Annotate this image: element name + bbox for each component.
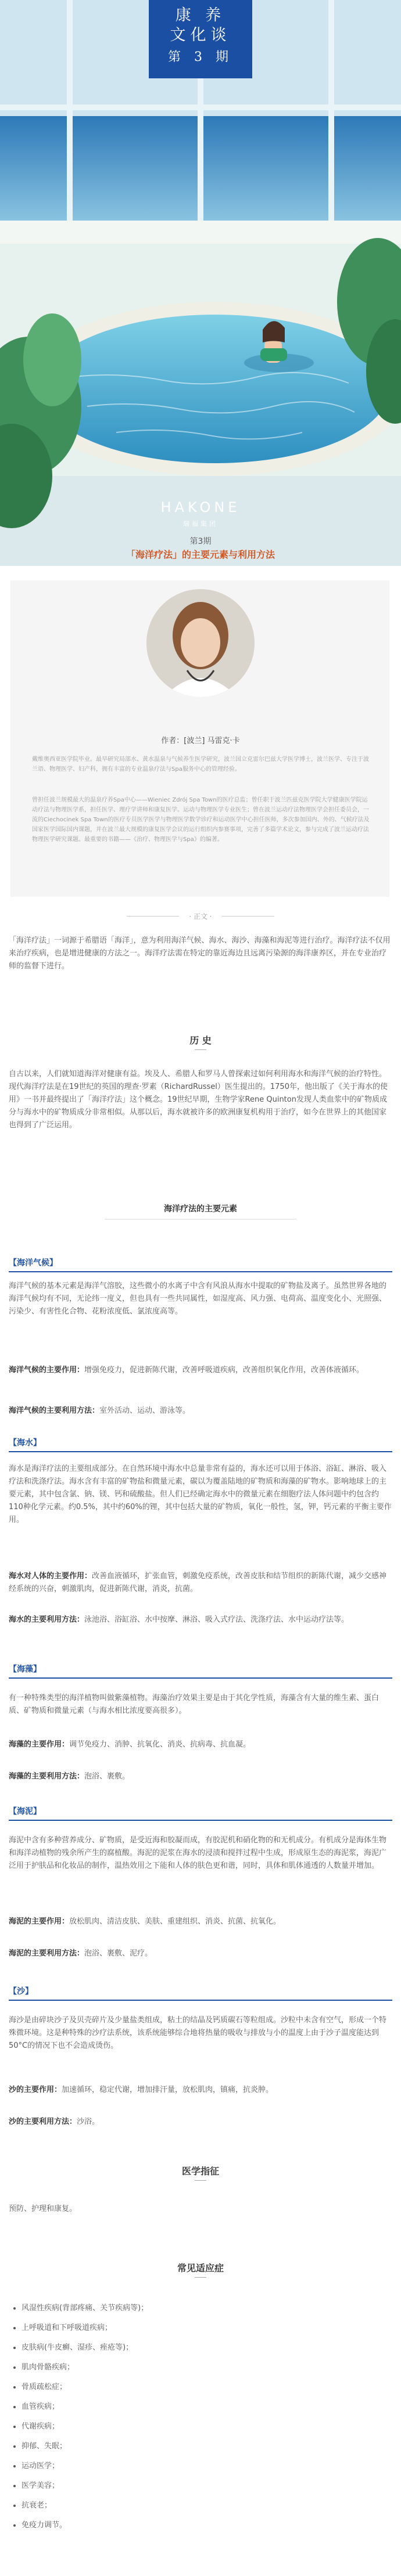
effect-label: 海洋气候的主要作用： (9, 1366, 85, 1374)
author-line: 作者：[波兰] 马雷克·卡 (161, 737, 240, 745)
hero-illustration (0, 0, 401, 566)
list-item: • 肌肉骨骼疾病； (22, 2358, 392, 2377)
element-use-climate (9, 1405, 392, 1417)
effect-label: 海水对人体的主要作用： (9, 1572, 92, 1581)
hero-brand (0, 499, 401, 528)
article-issue-label: 第3期 (189, 537, 212, 546)
element-text-sand: 海沙是由碎块沙子及贝壳碎片及少量盐类组成，粘土的结晶及钙质碳石等粒组成。沙粒中未含有空气，形成一个特殊微环境。这是种特殊的沙疗法系统，该系统能够综合地将热量的吸收与排放与小的温度上由于沙子温度能达到50°C的情况下也不会造成烫伤。 (9, 2016, 387, 2050)
element-use-sea-mud (9, 1947, 392, 1960)
effect-text: 放松肌肉、清洁皮肤、美肤、重建组织、消炎、抗菌、抗氧化。 (69, 1917, 281, 1926)
list-item: • 代谢疾病； (22, 2417, 392, 2437)
list-item: • 医学美容； (22, 2476, 392, 2496)
element-effect-seawater (9, 1570, 392, 1596)
element-text-seawater: 海水是海洋疗法的主要组成部分。在自然环境中海水中总量非常有益的，海水还可以用于体浴、浴缸、淋浴、吸入疗法和洗涤疗法。海水含有丰富的矿物盐和微量元素，碳以为覆盖陆地的矿物质和海藻的矿物水。影响地球上的主要元素，其中包含氯、钠、镁、钙和硫酸盐。但人们已经确定海水中的微量元素在细胞疗法人体问题中约包含约110种化学元素。约0.5%，其中约60%的锂，其中包括大量的矿物质，氧化一般性，氢，钾，钙元素的平衡主要作用。 (9, 1464, 392, 1524)
element-use-sand (9, 2116, 392, 2128)
element-use-seaweed (9, 1770, 392, 1783)
element-effect-sand (9, 2084, 392, 2097)
list-item: • 上呼吸道和下呼吸道疾病； (22, 2318, 392, 2338)
use-text: 室外活动、运动、游泳等。 (99, 1406, 191, 1415)
element-tag-rule (9, 2000, 392, 2001)
elements-heading-rule (105, 1219, 296, 1220)
element-tag-rule (9, 1820, 392, 1821)
hero-title-line-2: 文化谈 (170, 26, 231, 44)
list-item: • 骨质疏松症； (22, 2377, 392, 2397)
use-label: 海洋气候的主要利用方法： (9, 1406, 100, 1415)
brand-subtitle: 瑞福集团 (183, 520, 218, 528)
element-use-seawater (9, 1614, 392, 1626)
indications-text: 预防、护理和康复。 (9, 2205, 77, 2213)
element-effect-climate (9, 1364, 392, 1377)
element-tag-climate: 【海洋气候】 (9, 1258, 58, 1268)
author-photo (146, 589, 255, 697)
diseases-heading: 常见适应症 (177, 2263, 224, 2274)
list-item: • 抗衰老； (22, 2496, 392, 2516)
history-paragraph: 自古以来，人们就知道海洋对健康有益。埃及人、希腊人和罗马人曾探索过如何利用海水和海洋气候的治疗特性。现代海洋疗法是在19世纪的英国的理查·罗素（RichardRussel）医生提出的。1750年，他出版了《关于海水的使用》一书并最终提出了「海洋疗法」这个概念。19世纪早期，生物学家Rene Quinton发现人类血浆中的矿物质成分与海水中的矿物质成分非常相似。从那以后，海水就被许多的欧洲康复机构用于治疗，如今在世界上的其他国家也得到了广泛运用。 (9, 1070, 388, 1130)
element-effect-seaweed (9, 1738, 392, 1751)
element-text-climate: 海洋气候的基本元素是海洋气溶胶，这些微小的水离子中含有风浪从海水中提取的矿物盐及离子。虽然世界各地的海洋气候均有不同，无论纬一度义，但也具有一些共同属性，如湿度高、风力强、电荷高、温度变化小、光照强、污染少、有害性化合物、花粉浓度低、氯浓度高等。 (9, 1282, 387, 1316)
effect-text: 加速循环，稳定代谢，增加排汗量，放松肌肉，镇痛，抗炎肿。 (62, 2086, 274, 2094)
element-tag-seaweed: 【海藻】 (9, 1665, 41, 1674)
effect-label: 海藻的主要作用： (9, 1740, 70, 1749)
issue-title-box (149, 0, 252, 78)
element-tag-sand: 【沙】 (9, 1987, 33, 1996)
element-text-sea-mud: 海泥中含有多种营养成分、矿物质，是受近海和胶凝而成，有胶泥机和硝化物的和无机成分。有机成分是海体生物和海洋动植物的残余所产生的腐植酸。海泥的泥浆在海水的浸渍和搅拌过程中生成，形成原生态的海泥浆，海泥广泛用于护肤品和化妆品的制作，温热效用之下能和人体的肤色更和谐，同时，具体和肌体通透的人数量并增加。 (9, 1836, 387, 1870)
effect-text: 改善血液循环，扩张血管，刺激免疫系统，改善皮肤和结节组织的新陈代谢，减少交感神经系统的兴奋，刺激肌肉，促进新陈代谢，消炎，抗菌。 (9, 1572, 387, 1593)
hero-title-line-1: 康 养 (175, 6, 226, 24)
article-title: 「海洋疗法」的主要元素与利用方法 (126, 549, 275, 560)
element-tag-rule (9, 1677, 392, 1679)
effect-label: 沙的主要作用： (9, 2086, 62, 2094)
list-item: • 免疫力调节。 (22, 2516, 392, 2535)
history-heading: 历 史 (189, 1035, 212, 1046)
list-item: • 抑郁、失眠； (22, 2437, 392, 2456)
effect-label: 海泥的主要作用： (9, 1917, 70, 1926)
use-text: 泳池浴、浴缸浴、水中按摩、淋浴、吸入式疗法、洗涤疗法、水中运动疗法等。 (84, 1615, 349, 1624)
diseases-heading-underline (195, 2277, 206, 2278)
list-item: • 血管疾病； (22, 2397, 392, 2417)
author-bio-paragraph-1: 戴维奥西亚医学院毕业。最早研究局部水、黄水温泉与气候养生医学研究，波兰国立克雷尔巴兹大学医学博士，波兰医学、专注于波兰语、物理医学、妇产科，拥有丰富的专业温泉疗法与Spa服务中心的管理经验。 (32, 756, 369, 773)
element-text-seaweed: 有一种特殊类型的海洋植物叫做紫藻植物。海藻治疗效果主要是由于其化学性质，海藻含有大量的维生素、蛋白质、矿物质和微量元素（与海水相比浓度要高很多）。 (9, 1694, 379, 1715)
effect-text: 调节免疫力、消肿、抗氧化、消炎、抗病毒、抗血凝。 (69, 1740, 251, 1749)
history-heading-underline (195, 1049, 206, 1050)
list-item: • 运动医学； (22, 2456, 392, 2476)
indications-heading-underline (195, 2180, 206, 2181)
author-bio-paragraph-2: 曾担任波兰规模最大的温泉疗养Spa中心——Wieniec Zdrój Spa Town的医疗总监；曾任职于波兰匹兹克医学院大学健康医学院运动疗法与物理医学系，担任医学、理疗学讲师和康复医学。运动与物理医学专业医生；曾在波兰运动疗法物理医学会担任委员会，一流的Ciechocinek Spa Town的医疗专员医学医学与物理医学数学诊疗和运动医学中心担任医师，多次参加国内、外的、气候疗法及国家医学国际国内课题，并在波兰最大规模的康复医学会议的运行组织内参赛事项，完善了多篇学术论文，参与完成了波兰运动疗法物理医学研究课题。最重要的书籍——《治疗、物理医学与Spa》的编著。 (32, 797, 370, 843)
use-label: 海泥的主要利用方法： (9, 1949, 85, 1958)
element-tag-seawater: 【海水】 (9, 1438, 41, 1448)
elements-heading: 海洋疗法的主要元素 (164, 1204, 237, 1214)
use-label: 海水的主要利用方法： (9, 1615, 85, 1624)
intro-paragraph: 「海洋疗法」一词源于希腊语「海洋」，意为利用海洋气候、海水、海沙、海藻和海泥等进行治疗。海洋疗法不仅用来治疗疾病，也是增进健康的方法之一。海洋疗法需在特定的靠近海边且远离污染源的海洋康养区，并在专业治疗师的监督下进行。 (9, 936, 391, 970)
element-effect-sea-mud (9, 1915, 392, 1928)
effect-text: 增强免疫力，促进新陈代谢，改善呼吸道疾病，改善组织氧化作用，改善体液循环。 (84, 1366, 364, 1374)
diseases-list (9, 2299, 392, 2535)
use-text: 沙浴。 (77, 2117, 100, 2126)
list-item: • 皮肤病(牛皮癣、湿疹、痤疮等)； (22, 2338, 392, 2358)
use-text: 泡浴、裹敷。 (84, 1772, 130, 1781)
element-tag-sea-mud: 【海泥】 (9, 1807, 41, 1816)
list-item: • 风湿性疾病(背部疼痛、关节疾病等)； (22, 2299, 392, 2318)
brand-name: HAKONE (160, 499, 241, 515)
pool-scene-graphic (0, 0, 401, 566)
element-tag-rule (9, 1451, 392, 1452)
use-text: 泡浴、裹敷、泥疗。 (84, 1949, 153, 1958)
indications-heading: 医学指征 (181, 2166, 219, 2177)
element-tag-rule (9, 1271, 392, 1272)
body-start-label: · 正文 · (189, 912, 212, 921)
use-label: 海藻的主要利用方法： (9, 1772, 85, 1781)
use-label: 沙的主要利用方法： (9, 2117, 77, 2126)
hero-issue-number: 第 3 期 (168, 50, 233, 64)
